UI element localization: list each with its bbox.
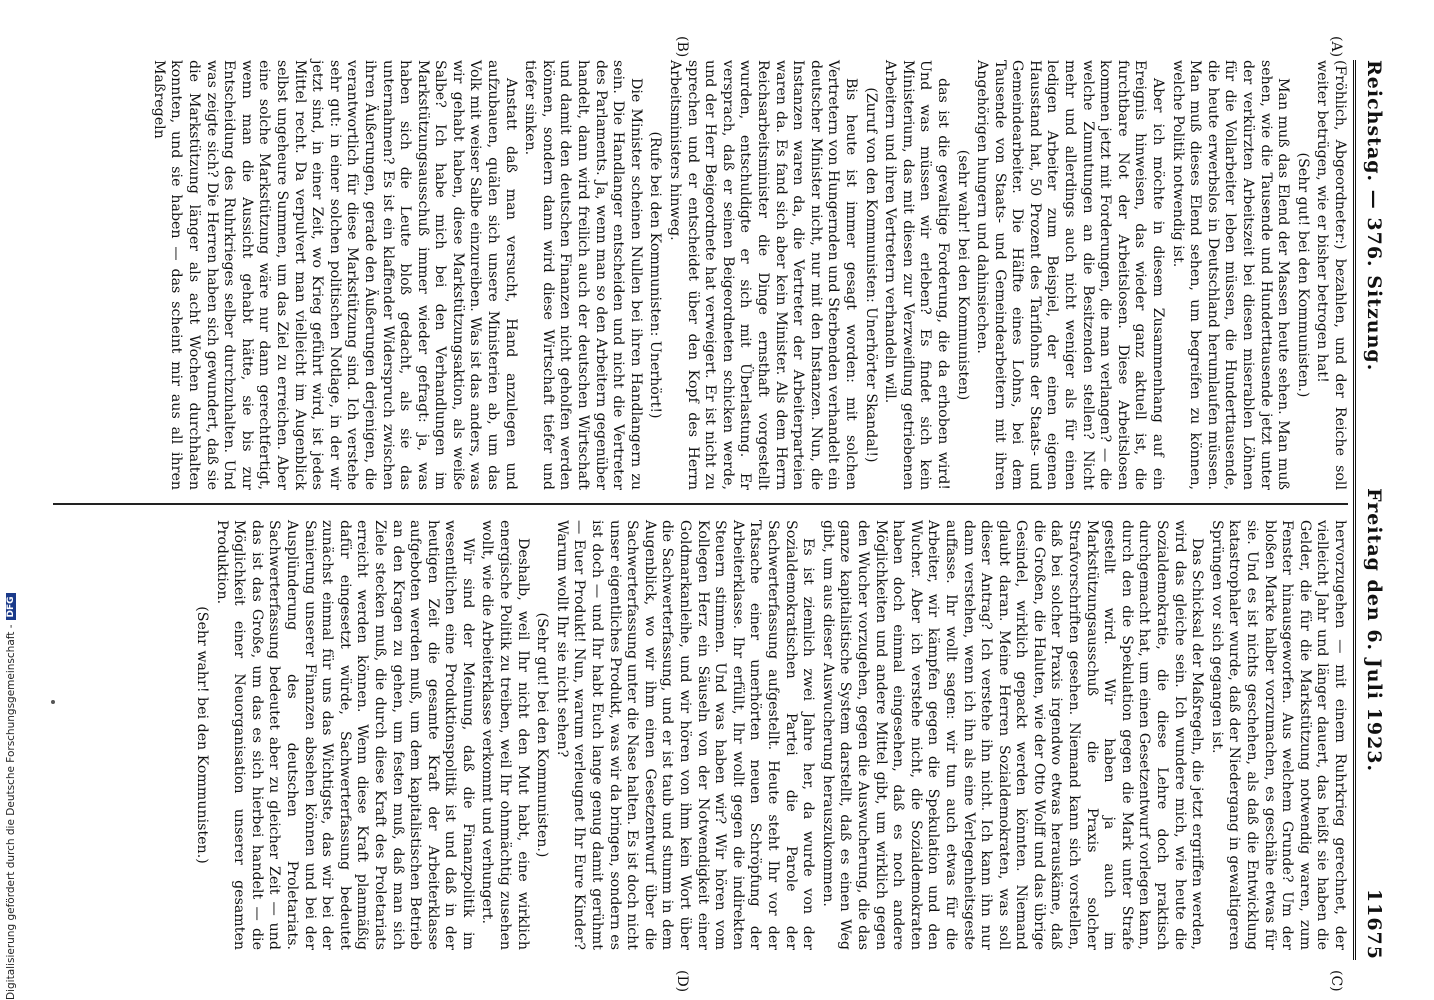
- margin-marker-c: (C): [1328, 970, 1344, 992]
- paragraph: Man muß das Elend der Massen heute sehen. Man muß sehen, wie die Tausende und Hunderttausende jetzt unter der verkürzten Arbeitszeit bei diesen miserablen Löhnen für die Vollarbeiter leben müssen, die Hunderttausende, die heute erwerbslos in Deutschland herumlaufen müssen. Man muß dieses Elend sehen, um begreifen zu können, welche Politik notwendig ist.: [1169, 60, 1292, 490]
- paragraph: (Fröhlich, Abgeordneter:) bezahlen, und der Reiche soll weiter betrügen, wie er bisher betrogen hat!: [1314, 60, 1348, 490]
- paragraph: Das Schicksal der Maßregeln, die jetzt ergriffen werden, wird das gleiche sein. Ich wundere mich, wie heute die Sozialdemokratie, die diese Lehre doch praktisch durchgemacht hat, um einen Gesetzentwurf vorlegen kann, durch den die Spekulation gegen die Mark unter Strafe gestellt wird. Wir haben ja auch im Markstützungsausschuß die Praxis solcher Strafvorschriften gesehen. Niemand kann sich vorstellen, daß bei solcher Praxis irgendwo etwas herauskäme, daß die Großen, die Haluten, wie der Otto Wolff und das übrige Gesindel, wirklich gepackt werden könnten. Niemand glaubt daran. Meine Herren Sozialdemokraten, was soll dieser Antrag? Ich verstehe ihn nicht. Ich kann ihn nur dann verstehen, wenn ich ihn als eine Verlegenheitsgeste auffasse. Ihr wollt sagen: wir tun auch etwas für die Arbeiter, wir kämpfen gegen die Spekulation und den Wucher. Aber ich verstehe nicht, die Sozialdemokraten haben doch einmal eingesehen, daß es noch andere Möglichkeiten und andere Mittel gibt, um wirklich gegen den Wucher vorzugehen, gegen die Auswucherung, die das ganze kapitalistische System darstellt, daß es einen Weg gibt, um aus dieser Auswucherung herauszukommen.: [819, 520, 1206, 950]
- scan-speck: [51, 700, 55, 704]
- column-divider: [53, 503, 1348, 505]
- interjection: (Sehr gut! bei den Kommunisten.): [534, 612, 551, 858]
- paragraph: das ist die gewaltige Forderung, die da erhoben wird! Und was müssen wir erleben? Es findet sich kein Ministerium, das mit diesen zur Verzweiflung getriebenen Arbeitern und ihren Vertretern verhandeln will.: [882, 60, 951, 490]
- left-column: [147, 60, 1348, 490]
- paragraph: Wir sind der Meinung, daß die Finanzpolitik im wesentlichen eine Produktionspolitik ist und daß in der heutigen Zeit die gesamte Kraft der Arbeiterklasse aufgeboten werden muß, um dem kapitalistischen Betrieb an den Kragen zu gehen, um festen muß, daß man sich Ziele stecken muß, die durch diese Kraft des Proletariats erreicht werden können. Wenn diese Kraft planmäßig dafür eingesetzt würde, Sachwerterfassung bedeutet zunächst einmal für uns das Wichtigste, das wir bei der Sanierung unserer Finanzen absehen können und bei der Ausplünderung des deutschen Proletariats. Sachwerterfassung bedeutet aber zu gleicher Zeit — und das ist das Große, um das es sich hierbei handelt — die Möglichkeit einer Neuorganisation unserer gesamten Produktion.: [213, 520, 476, 950]
- page-header: [1353, 60, 1392, 960]
- interjection: (Sehr gut! bei den Kommunisten.): [1294, 152, 1311, 398]
- margin-marker-d: (D): [674, 970, 690, 993]
- interjection: (Rufe bei den Kommunisten: Unerhört!): [647, 131, 664, 419]
- interjection: (Sehr wahr! bei den Kommunisten.): [194, 606, 210, 864]
- right-column: [190, 520, 1348, 950]
- dfg-logo: DFG: [6, 593, 16, 620]
- credit-text: Digitalisierung gefördert durch die Deutsche Forschungsgemeinschaft -: [5, 624, 17, 1000]
- paragraph: Aber ich möchte in diesem Zusammenhang auf ein Ereignis hinweisen, das wieder ganz aktuell ist, die furchtbare Not der Arbeitslosen. Diese Arbeitslosen kommen jetzt mit Forderungen, die man verlangen? — die welche Zumutungen an die Besitzenden stellen? Nicht mehr und allerdings auch nicht weniger als für einen ledigen Arbeiter zum Beispiel, der einen eigenen Hausstand hat, 50 Prozent des Tariflohns der Staats- und Gemeindearbeiter. Die Hälfte eines Lohns, bei dem Tausende von Staats- und Gemeindearbeitern mit ihren Angehörigen hungern und dahinsiechen.: [974, 60, 1167, 490]
- margin-marker-a: (A): [1328, 36, 1344, 58]
- paragraph: hervorzugehen — mit einem Ruhrkrieg gerechnet, der vielleicht Jahr und länger dauert, das heißt sie haben die Gelder, die für die Markstützung notwendig waren, zum Fenster hinausgeworfen. Aus welchem Grunde? Um der bloßen Marke halber vorzumachen, es geschähe etwas für sie. Und es ist nichts geschehen, als daß die Entwicklung katastrophaler wurde, daß der Niedergang in gewaltigeren Sprüngen vor sich gegangen ist.: [1208, 520, 1348, 950]
- paragraph: Die Minister scheinen Nullen bei ihren Handlangern zu sein. Die Handlanger entscheiden und nicht die Vertreter des Parlaments. Ja, wenn man so den Arbeitern gegenüber handelt, dann wird freilich auch der deutschen Wirtschaft und damit den deutschen Finanzen nicht geholfen werden können, sondern dann wird diese Wirtschaft tiefer und tiefer sinken.: [522, 60, 644, 490]
- margin-marker-b: (B): [674, 36, 690, 58]
- digitization-credit: [4, 596, 18, 1000]
- header-session: Reichstag. — 376. Sitzung.: [1363, 60, 1385, 372]
- paragraph: Es ist ziemlich zwei Jahre her, da wurde von der Sozialdemokratischen Partei die Parole der Sachwerterfassung aufgestellt. Heute steht Ihr vor der Tatsache einer unerhörten neuen Schröpfung der Arbeiterklasse. Ihr erfüllt, Ihr wollt gegen die indirekten Steuern stimmen. Und was haben wir? Wir hören vom Kollegen Herz ein Säuseln von der Notwendigkeit einer Goldmarkanleihe, und wir hören von ihm kein Wort über die Sachwerterfassung, und er ist taub und stumm in dem Augenblick, wo wir ihm einen Gesetzentwurf über die Sachwerterfassung unter die Nase halten. Es ist doch nicht unser eigentliches Produkt, was wir da bringen, sondern es ist doch — und Ihr habt Euch lange genug damit gerühmt — Euer Produkt! Nun, warum verleugnet Ihr Eure Kinder? Warum wollt Ihr sie nicht sehen?: [553, 520, 817, 950]
- paragraph: Bis heute ist immer gesagt worden: mit solchen Vertretern von Hungernden und Sterbenden verhandelt ein deutscher Minister nicht, nur mit den Instanzen. Nun, die Instanzen waren da, die Vertreter der Arbeiterparteien waren da. Es fand sich aber kein Minister. Als dem Herrn Reichsarbeitsminister die Dinge ernsthaft vorgestellt wurden, entschuldigte er sich mit Überlastung. Er versprach, daß er seinen Beigeordneten schicken werde, und der Herr Beigeordnete hat verweigert. Er ist nicht zu sprechen und er entscheidet über den Kopf des Herrn Arbeitsministers hinweg.: [667, 60, 859, 490]
- document-page: [20, 0, 1400, 1000]
- page-number: 11675: [1363, 888, 1385, 960]
- paragraph: Deshalb, weil Ihr nicht den Mut habt, eine wirklich energische Politik zu treiben, weil Ihr ohnmächtig zusehen wollt, wie die Arbeiterklasse verkommt und verhungert.: [479, 520, 531, 950]
- interjection: (Zuruf von den Kommunisten: Unerhörter Skandal!): [862, 87, 879, 463]
- header-date: Freitag den 6. Juli 1923.: [1363, 488, 1385, 773]
- paragraph: Anstatt daß man versucht, Hand anzulegen und aufzubauen, quälen sich unsere Ministerien ab, um das Volk mit weiser Salbe einzureiben. Was ist das anders, was wir gehabt haben, diese Markstützungsaktion, als weiße Salbe? Ich habe mich bei den Verhandlungen im Markstützungsausschuß immer wieder gefragt: ja, was haben sich die Leute bloß gedacht, als sie das unternahmen? Es ist ein klaffender Widerspruch zwischen ihren Äußerungen, gerade den Äußerungen derjenigen, die verantwortlich für diese Markstützung sind. Ich verstehe sehr gut: in einer solchen politischen Notlage, in der wir jetzt sind, in einer Zeit, wo Krieg geführt wird, ist jedes Mittel recht. Da verpulvert man vielleicht im Augenblick selbst ungeheure Summen, um das Ziel zu erreichen. Aber eine solche Markstützung wäre nur dann gerechtfertigt, wenn man die Aussicht gehabt hätte, sie bis zur Entscheidung des Ruhrkrieges selber durchzuhalten. Und was zeigte sich? Die Herren haben sich gewundert, daß sie die Markstützung länger als acht Wochen durchhalten konnten, und sie haben — das scheint mir aus all ihren Maßregeln: [150, 60, 519, 490]
- interjection: (sehr wahr! bei den Kommunisten): [954, 149, 971, 401]
